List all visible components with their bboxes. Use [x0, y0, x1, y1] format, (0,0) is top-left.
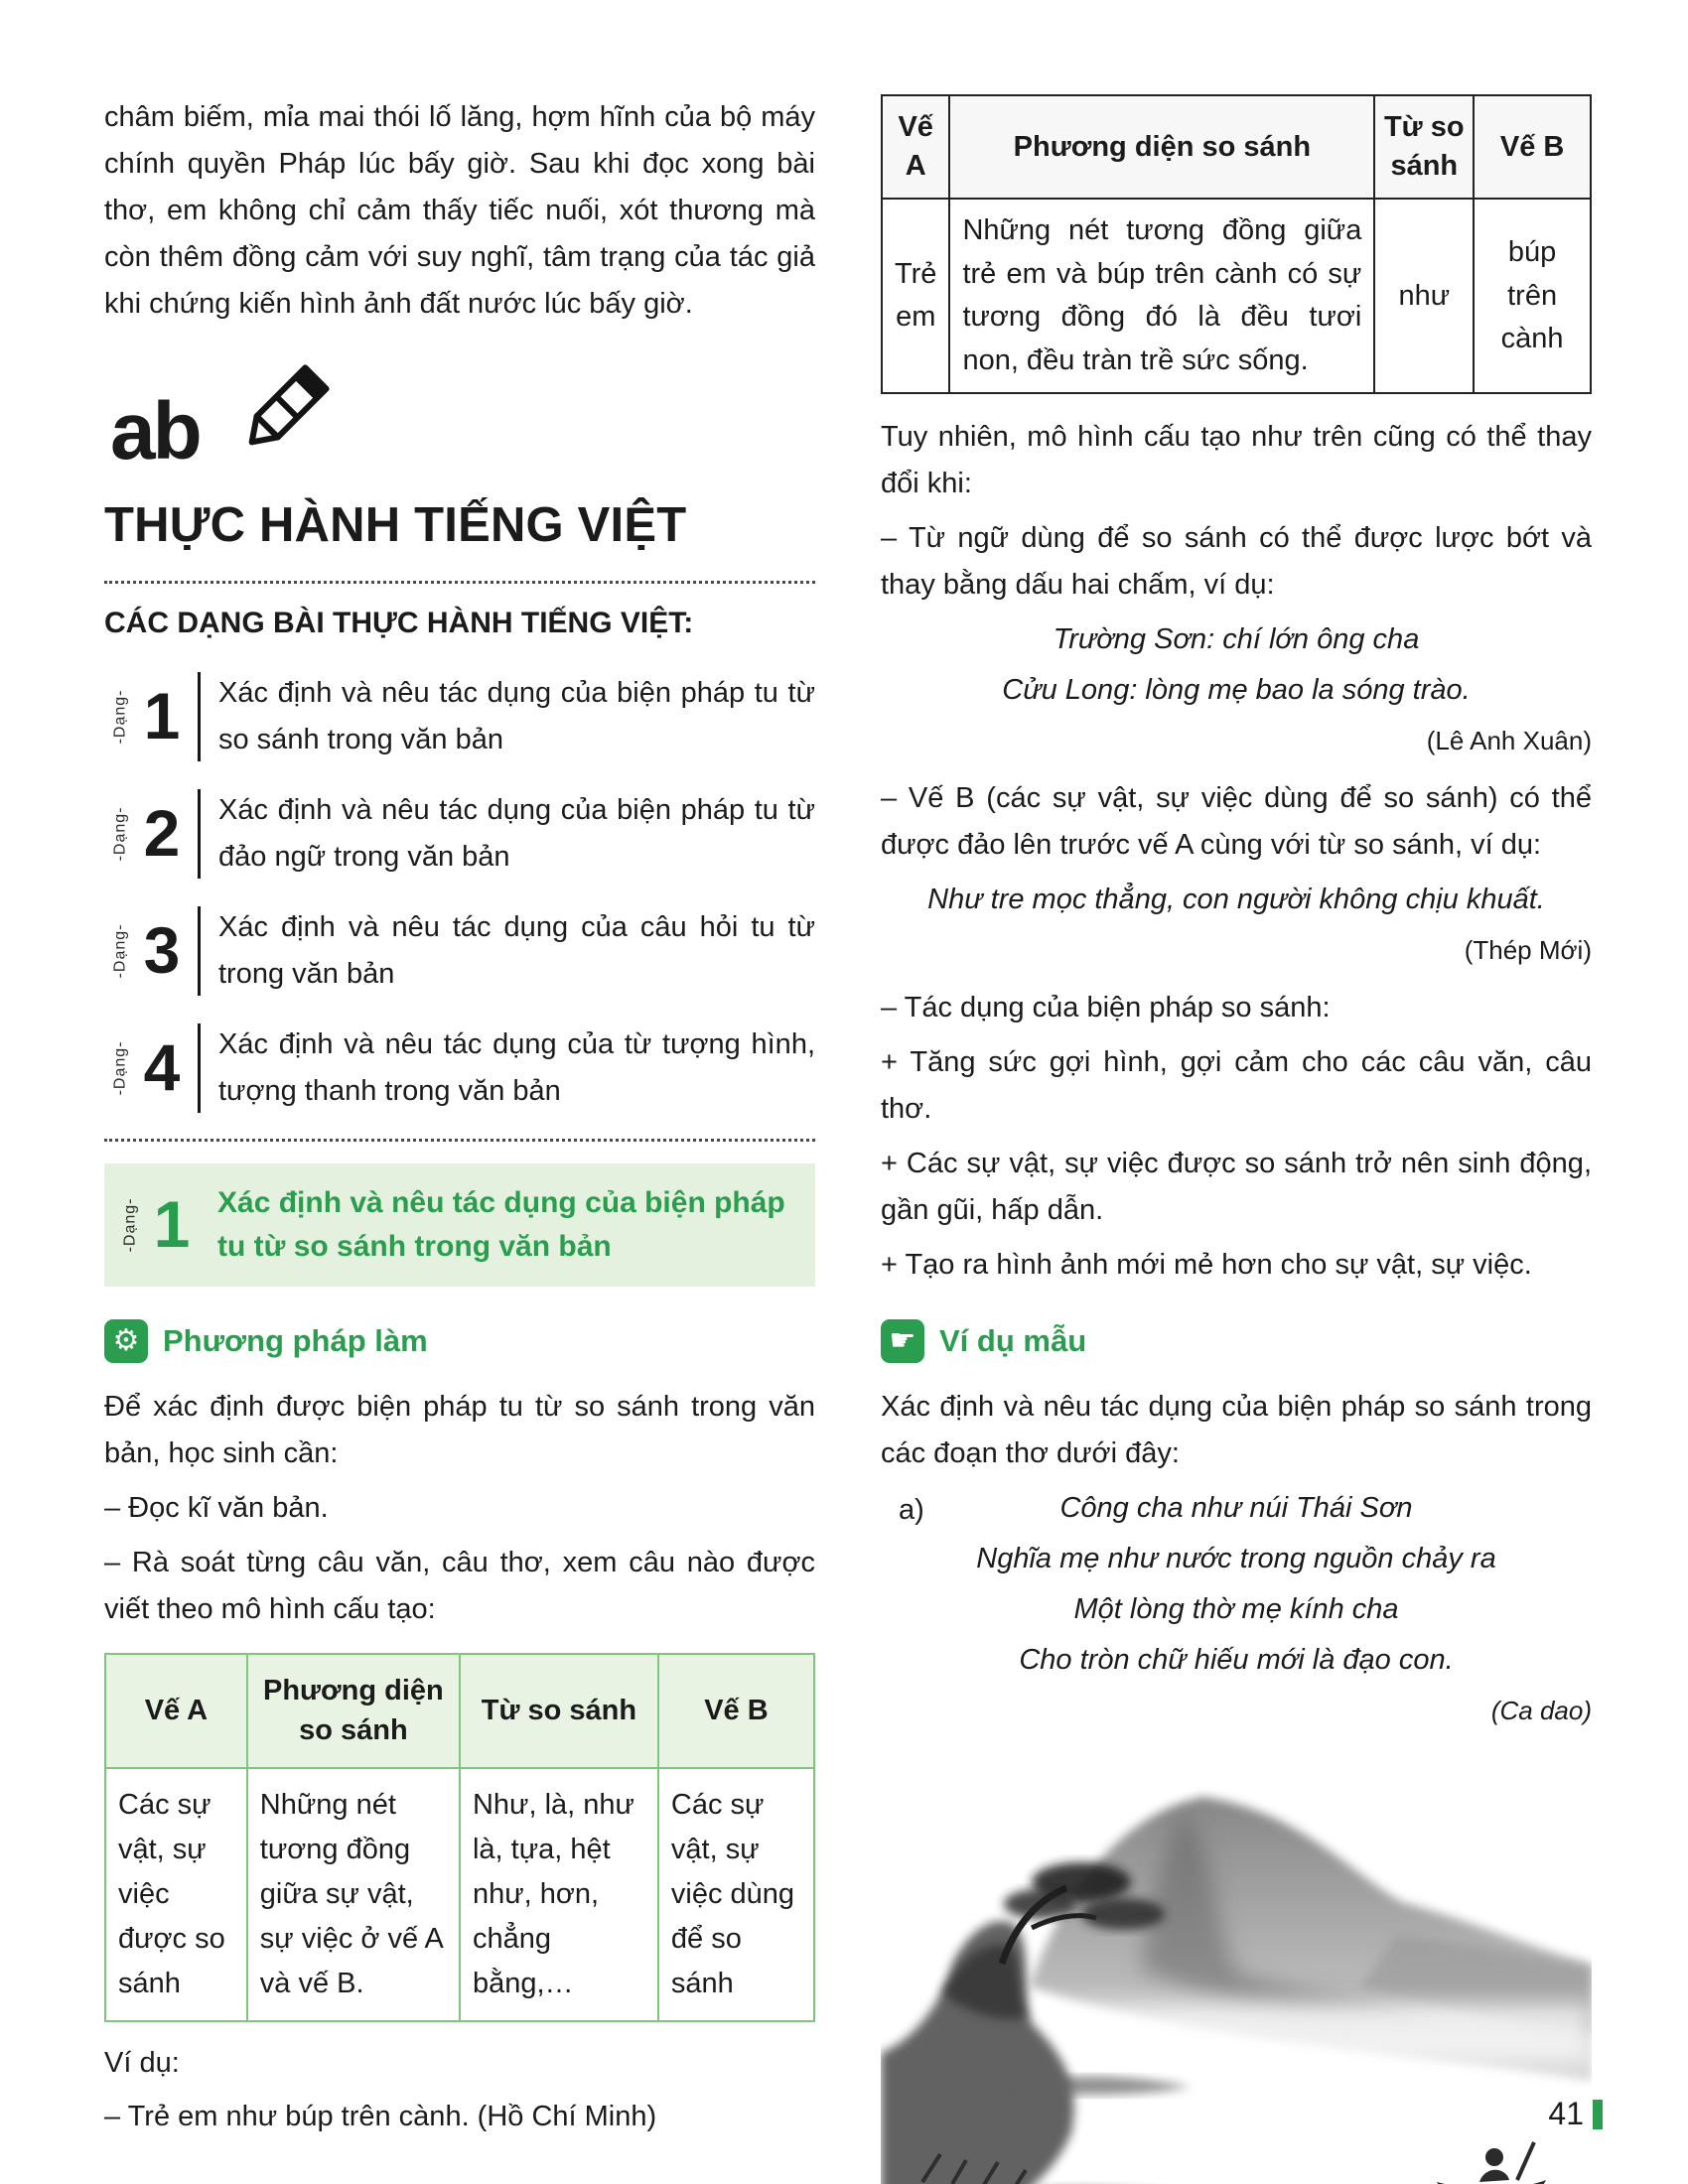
poem-line: Công cha như núi Thái Sơn — [1059, 1492, 1413, 1525]
dang-rotated-label: -Dạng- — [111, 1040, 129, 1096]
table-cell: Những nét tương đồng giữa sự vật, sự việc ở vế A và vế B. — [247, 1768, 460, 2021]
poem-line: Trường Sơn: chí lớn ông cha — [1053, 623, 1420, 656]
ink-painting — [881, 1753, 1592, 2184]
table-header-cell: Từ so sánh — [1374, 95, 1474, 199]
dang-item-1 — [104, 670, 815, 763]
dang-item-3 — [104, 904, 815, 998]
dang-text: Xác định và nêu tác dụng của từ tượng hình, tượng thanh trong văn bản — [218, 1027, 815, 1107]
dang-rotated-label: -Dạng- — [111, 923, 129, 979]
dang-box-title: Xác định và nêu tác dụng của biện pháp tu từ so sánh trong văn bản — [217, 1186, 785, 1263]
dang-rotated-label: -Dạng- — [121, 1197, 139, 1253]
poem-author: (Ca dao) — [1490, 1696, 1592, 1726]
gear-icon: ⚙ — [104, 1319, 148, 1363]
example-text: – Trẻ em như búp trên cành. (Hồ Chí Minh) — [104, 2101, 657, 2133]
dang-text: Xác định và nêu tác dụng của câu hỏi tu từ trong văn bản — [218, 910, 815, 990]
poem-line: Nghĩa mẹ như nước trong nguồn chảy ra — [976, 1543, 1496, 1575]
example-analysis-table — [881, 94, 1592, 394]
comparison-model-table — [104, 1653, 815, 2022]
poem-line: Một lòng thờ mẹ kính cha — [1073, 1593, 1399, 1626]
dang-number: 2 — [143, 796, 181, 871]
sample-example-title: Ví dụ mẫu — [939, 1323, 1087, 1359]
effect-bullet: – Tác dụng của biện pháp so sánh: — [881, 992, 1331, 1024]
table-cell: Trẻ em — [882, 199, 949, 393]
pencil-icon — [227, 347, 347, 467]
intro-paragraph: châm biếm, mỉa mai thói lố lăng, hợm hĩnh của bộ máy chính quyền Pháp lúc bấy giờ. Sau khi đọc xong bài thơ, em không chỉ cảm thấy tiếc nuối, xót thương mà còn thêm đồng cảm với suy nghĩ, tâm trạng của tác giả khi chứng kiến hình ảnh đất nước lúc bấy giờ. — [104, 101, 815, 320]
dang-number: 1 — [143, 679, 181, 753]
table-cell: búp trên cành — [1474, 199, 1591, 393]
vertical-divider — [198, 789, 201, 879]
dang-1-highlight-box — [104, 1163, 815, 1287]
right-column — [881, 94, 1592, 2184]
dang-item-2 — [104, 787, 815, 881]
two-column-layout — [104, 94, 1591, 2184]
sample-example-header — [881, 1316, 1592, 1366]
page-number — [1548, 2089, 1603, 2140]
table-header-cell: Vế A — [105, 1654, 247, 1768]
dang-rotated-label: -Dạng- — [111, 689, 129, 745]
method-section-header — [104, 1316, 815, 1366]
ab-logo-text: ab — [110, 385, 200, 477]
method-intro: Để xác định được biện pháp tu từ so sánh trong văn bản, học sinh cần: — [104, 1390, 815, 1469]
table-header-cell: Vế B — [1474, 95, 1591, 199]
dang-box-number: 1 — [153, 1187, 191, 1262]
table-header-cell: Từ so sánh — [460, 1654, 658, 1768]
vertical-divider — [198, 1024, 201, 1113]
poem-line: Cửu Long: lòng mẹ bao la sóng trào. — [1002, 674, 1471, 707]
table-cell: Như, là, như là, tựa, hệt như, hơn, chẳng bằng,… — [460, 1768, 658, 2021]
table-row — [105, 1768, 814, 2021]
vertical-divider — [198, 906, 201, 996]
table-header-cell: Vế B — [658, 1654, 814, 1768]
poem-author: (Thép Mới) — [1464, 935, 1592, 966]
table-cell: Các sự vật, sự việc dùng để so sánh — [658, 1768, 814, 2021]
poem-author: (Lê Anh Xuân) — [1426, 726, 1592, 756]
table-cell: Những nét tương đồng giữa trẻ em và búp trên cành có sự tương đồng đó là đều tươi non, đều tràn trề sức sống. — [949, 199, 1374, 393]
page-number-accent-bar — [1593, 2100, 1603, 2129]
note-paragraph: Tuy nhiên, mô hình cấu tạo như trên cũng có thể thay đổi khi: — [881, 421, 1592, 500]
page-title: THỰC HÀNH TIẾNG VIỆT — [104, 497, 687, 552]
practice-section-logo — [110, 361, 815, 477]
table-header-cell: Phương diện so sánh — [949, 95, 1374, 199]
method-step-1: – Đọc kĩ văn bản. — [104, 1491, 329, 1524]
left-column — [104, 94, 815, 2184]
method-title: Phương pháp làm — [163, 1322, 428, 1358]
table-row — [882, 199, 1591, 393]
dang-text: Xác định và nêu tác dụng của biện pháp tu từ đảo ngữ trong văn bản — [218, 793, 815, 873]
dang-rotated-label: -Dạng- — [111, 806, 129, 862]
section-subtitle: CÁC DẠNG BÀI THỰC HÀNH TIẾNG VIỆT: — [104, 607, 694, 640]
dang-item-4 — [104, 1022, 815, 1115]
variant-bullet-2: – Vế B (các sự vật, sự việc dùng để so sánh) có thể được đảo lên trước vế A cùng với từ so sánh, ví dụ: — [881, 782, 1592, 862]
pointing-hand-icon: ☛ — [881, 1319, 924, 1363]
poem-line: Cho tròn chữ hiếu mới là đạo con. — [1019, 1644, 1454, 1677]
table-cell: Các sự vật, sự việc được so sánh — [105, 1768, 247, 2021]
effect-item: + Tạo ra hình ảnh mới mẻ hơn cho sự vật, sự việc. — [881, 1249, 1532, 1282]
dotted-divider-bottom — [104, 1139, 815, 1142]
poem-item-label: a) — [899, 1494, 924, 1527]
table-header-cell: Vế A — [882, 95, 949, 199]
dang-number: 4 — [143, 1030, 181, 1105]
page-number-value: 41 — [1548, 2096, 1584, 2132]
variant-bullet-1: – Từ ngữ dùng để so sánh có thể được lược bớt và thay bằng dấu hai chấm, ví dụ: — [881, 522, 1592, 602]
dang-text: Xác định và nêu tác dụng của biện pháp tu từ so sánh trong văn bản — [218, 676, 815, 755]
table-cell: như — [1374, 199, 1474, 393]
dang-number: 3 — [143, 913, 181, 988]
effect-item: + Các sự vật, sự việc được so sánh trở nên sinh động, gần gũi, hấp dẫn. — [881, 1148, 1592, 1227]
sample-example-intro: Xác định và nêu tác dụng của biện pháp so sánh trong các đoạn thơ dưới đây: — [881, 1391, 1592, 1470]
effect-item: + Tăng sức gợi hình, gợi cảm cho các câu văn, câu thơ. — [881, 1046, 1592, 1126]
poem-block-a — [881, 1485, 1592, 1684]
example-label: Ví dụ: — [104, 2046, 180, 2079]
dotted-divider-top — [104, 581, 815, 584]
poem-line: Như tre mọc thẳng, con người không chịu khuất. — [927, 884, 1545, 916]
vertical-divider — [198, 672, 201, 761]
method-step-2: – Rà soát từng câu văn, câu thơ, xem câu nào được viết theo mô hình cấu tạo: — [104, 1546, 815, 1625]
table-header-cell: Phương diện so sánh — [247, 1654, 460, 1768]
